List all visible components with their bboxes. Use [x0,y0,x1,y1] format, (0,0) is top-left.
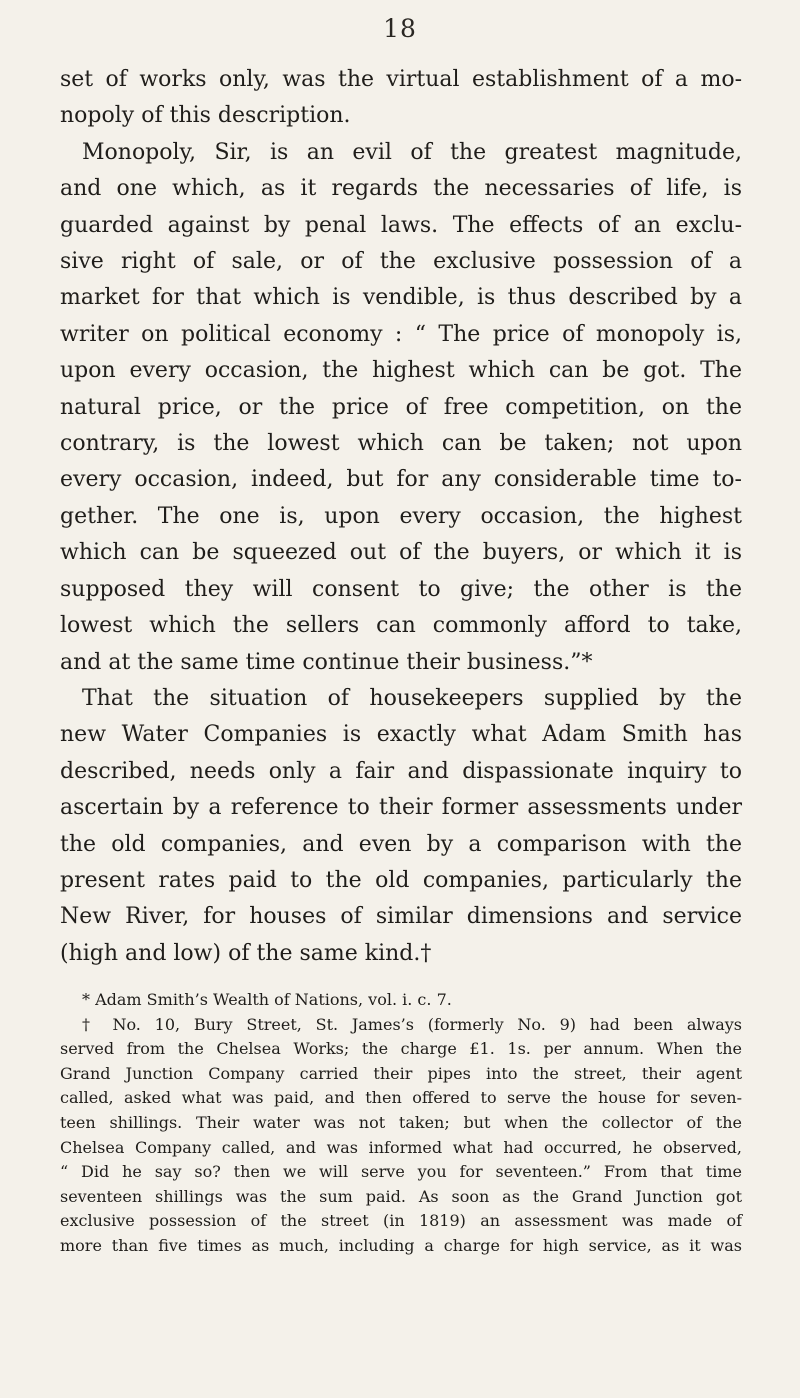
text-line: New River, for houses of similar dimensions and service [60,904,742,930]
footnote-line: exclusive possession of the street (in 1819) an assessment was made of [60,1211,742,1231]
footnote-line: Chelsea Company called, and was informed what had occurred, he observed, [60,1137,742,1157]
footnote-line: † No. 10, Bury Street, St. James’s (formerly No. 9) had been always [82,1014,742,1034]
footnote-line: served from the Chelsea Works; the charge £1. 1s. per annum. When the [60,1039,742,1059]
footnote-line: “ Did he say so? then we will serve you for seventeen.” From that time [60,1162,742,1182]
text-line: natural price, or the price of free competition, on the [60,394,742,420]
footnote-line: teen shillings. Their water was not taken; but when the collector of the [60,1112,742,1132]
text-line: set of works only, was the virtual establishment of a mo- [60,67,742,92]
footnote-line: called, asked what was paid, and then offered to serve the house for seven- [60,1088,742,1108]
footnote-line: more than five times as much, including a charge for high service, as it was [60,1235,742,1255]
text-line: upon every occasion, the highest which can be got. The [60,358,742,384]
page-number: 18 [383,14,417,43]
text-line: and at the same time continue their business.”* [60,649,593,675]
text-line: writer on political economy : “ The price of monopoly is, [60,321,742,347]
text-line: the old companies, and even by a comparison with the [60,831,742,857]
text-line: Monopoly, Sir, is an evil of the greatest magnitude, [82,139,742,165]
text-line: guarded against by penal laws. The effects of an exclu- [60,212,742,238]
text-line: sive right of sale, or of the exclusive possession of a [60,249,742,275]
text-line: new Water Companies is exactly what Adam Smith has [60,722,742,748]
footnote-line: seventeen shillings was the sum paid. As soon as the Grand Junction got [60,1186,742,1206]
footnote-line: Grand Junction Company carried their pipes into the street, their agent [60,1063,742,1083]
text-line: supposed they will consent to give; the other is the [60,576,742,602]
footnote-line: * Adam Smith’s Wealth of Nations, vol. i. c. 7. [82,990,452,1009]
text-line: which can be squeezed out of the buyers, or which it is [60,540,742,566]
text-line: (high and low) of the same kind.† [60,940,432,966]
text-line: ascertain by a reference to their former assessments under [60,795,742,821]
text-line: and one which, as it regards the necessaries of life, is [60,176,742,202]
text-line: contrary, is the lowest which can be taken; not upon [60,431,742,457]
text-line: lowest which the sellers can commonly afford to take, [60,613,742,639]
text-line: gether. The one is, upon every occasion, the highest [60,503,742,529]
text-line: every occasion, indeed, but for any considerable time to- [60,467,742,493]
text-line: nopoly of this description. [60,103,351,129]
text-line: market for that which is vendible, is thus described by a [60,285,742,311]
text-line: described, needs only a fair and dispassionate inquiry to [60,758,742,784]
footnotes [60,988,742,1259]
main-text [60,62,742,972]
text-line: present rates paid to the old companies, particularly the [60,867,742,893]
text-line: That the situation of housekeepers supplied by the [82,685,742,711]
